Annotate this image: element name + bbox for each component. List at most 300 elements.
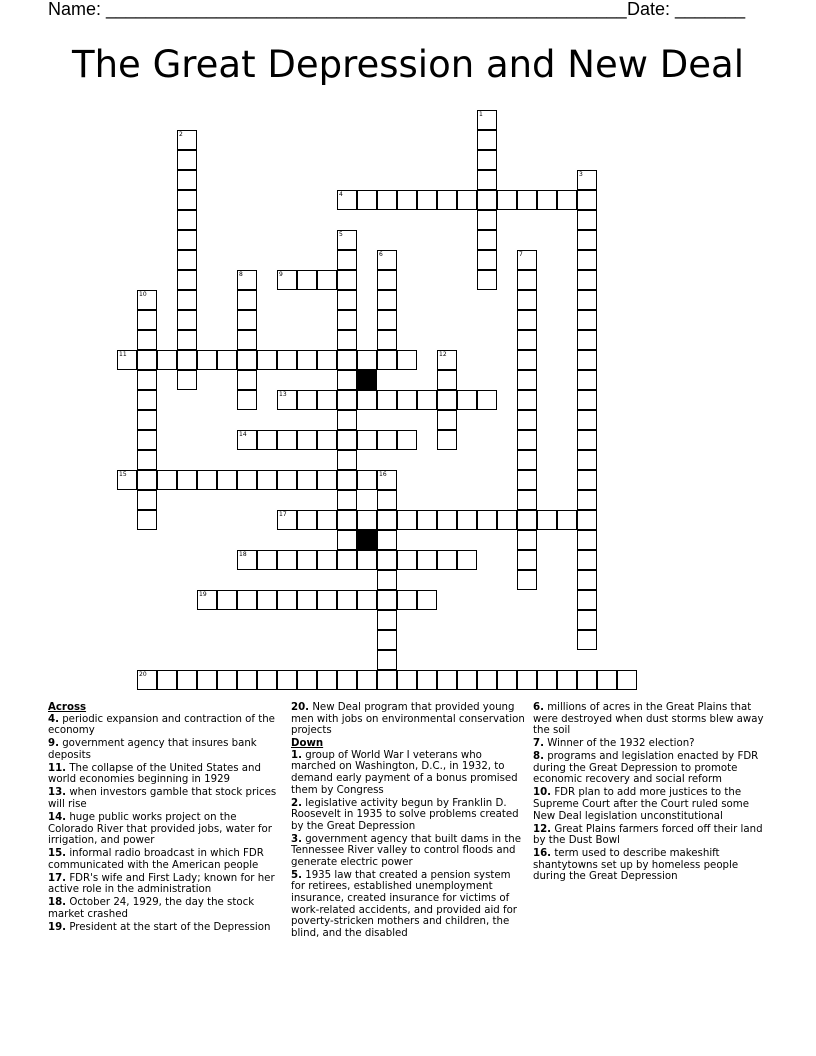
grid-cell[interactable] — [137, 410, 157, 430]
grid-cell[interactable] — [577, 370, 597, 390]
grid-cell[interactable] — [577, 490, 597, 510]
grid-cell[interactable] — [517, 390, 537, 410]
clue-text: periodic expansion and contraction of the economy — [48, 713, 275, 737]
grid-cell[interactable] — [277, 350, 297, 370]
grid-cell[interactable] — [197, 470, 217, 490]
grid-cell[interactable] — [437, 430, 457, 450]
grid-cell[interactable] — [257, 350, 277, 370]
grid-cell[interactable] — [577, 330, 597, 350]
grid-cell[interactable] — [397, 190, 417, 210]
clue-number: 19. — [48, 921, 67, 933]
grid-cell[interactable] — [477, 250, 497, 270]
clue-text: Winner of the 1932 election? — [547, 738, 695, 750]
grid-cell[interactable] — [517, 570, 537, 590]
grid-cell[interactable] — [237, 590, 257, 610]
grid-cell[interactable] — [497, 190, 517, 210]
grid-cell[interactable] — [577, 270, 597, 290]
grid-cell[interactable] — [577, 410, 597, 430]
grid-cell[interactable] — [377, 550, 397, 570]
down-clue-16 — [533, 848, 770, 883]
grid-cell[interactable] — [577, 310, 597, 330]
clue-text: New Deal program that provided young men with jobs on environmental conservation projects — [291, 702, 525, 737]
grid-cell[interactable] — [377, 530, 397, 550]
grid-cell[interactable] — [517, 270, 537, 290]
grid-cell[interactable] — [317, 510, 337, 530]
grid-cell[interactable] — [397, 430, 417, 450]
clue-number: 4. — [48, 713, 59, 725]
grid-cell[interactable] — [177, 230, 197, 250]
grid-cell[interactable] — [237, 670, 257, 690]
clue-text: huge public works project on the Colorado River that provided jobs, water for irrigation, and power — [48, 811, 272, 847]
grid-cell[interactable] — [337, 270, 357, 290]
grid-cell[interactable] — [377, 590, 397, 610]
grid-cell[interactable] — [337, 590, 357, 610]
grid-cell[interactable] — [417, 590, 437, 610]
down-clue-3 — [291, 834, 526, 869]
grid-cell[interactable] — [577, 470, 597, 490]
grid-cell[interactable] — [517, 550, 537, 570]
grid-cell[interactable] — [137, 510, 157, 530]
clue-number-label: 17 — [279, 511, 287, 518]
grid-cell[interactable] — [237, 290, 257, 310]
grid-cell[interactable] — [137, 430, 157, 450]
grid-cell[interactable] — [237, 350, 257, 370]
grid-cell[interactable] — [517, 410, 537, 430]
grid-cell[interactable] — [357, 590, 377, 610]
grid-cell[interactable] — [517, 250, 537, 270]
grid-cell[interactable] — [317, 270, 337, 290]
grid-cell[interactable] — [417, 510, 437, 530]
across-clue-13 — [48, 787, 280, 810]
grid-cell[interactable] — [337, 230, 357, 250]
grid-cell[interactable] — [137, 370, 157, 390]
grid-cell[interactable] — [377, 350, 397, 370]
clue-number-label: 8 — [239, 271, 243, 278]
grid-cell[interactable] — [517, 530, 537, 550]
grid-cell[interactable] — [437, 670, 457, 690]
clue-number-label: 10 — [139, 291, 147, 298]
grid-cell[interactable] — [237, 430, 257, 450]
grid-cell[interactable] — [397, 350, 417, 370]
grid-cell[interactable] — [237, 330, 257, 350]
grid-cell[interactable] — [397, 550, 417, 570]
grid-cell[interactable] — [517, 490, 537, 510]
clue-number-label: 14 — [239, 431, 247, 438]
clue-column-2 — [291, 702, 526, 941]
grid-cell[interactable] — [477, 150, 497, 170]
grid-cell[interactable] — [377, 330, 397, 350]
grid-cell[interactable] — [237, 470, 257, 490]
grid-cell[interactable] — [577, 430, 597, 450]
grid-cell[interactable] — [357, 510, 377, 530]
clue-number-label: 20 — [139, 671, 147, 678]
across-clue-9 — [48, 738, 280, 761]
grid-cell[interactable] — [577, 670, 597, 690]
grid-cell[interactable] — [337, 450, 357, 470]
clue-number-label: 12 — [439, 351, 447, 358]
grid-cell[interactable] — [477, 670, 497, 690]
grid-cell[interactable] — [417, 670, 437, 690]
grid-cell[interactable] — [317, 590, 337, 610]
grid-cell[interactable] — [457, 190, 477, 210]
grid-cell[interactable] — [537, 190, 557, 210]
grid-cell[interactable] — [377, 470, 397, 490]
clue-text: programs and legislation enacted by FDR during the Great Depression to promote economic recovery and social reform — [533, 751, 759, 786]
clue-text: legislative activity begun by Franklin D. Roosevelt in 1935 to solve problems created by the Great Depression — [291, 797, 519, 832]
grid-cell[interactable] — [357, 390, 377, 410]
grid-cell[interactable] — [337, 670, 357, 690]
clue-number: 1. — [291, 749, 302, 761]
clue-number-label: 15 — [119, 471, 127, 478]
grid-cell[interactable] — [157, 670, 177, 690]
grid-cell[interactable] — [437, 390, 457, 410]
grid-cell[interactable] — [577, 570, 597, 590]
black-square — [357, 530, 377, 550]
grid-cell[interactable] — [517, 310, 537, 330]
grid-cell[interactable] — [237, 390, 257, 410]
grid-cell[interactable] — [297, 350, 317, 370]
grid-cell[interactable] — [337, 290, 357, 310]
clue-number-label: 18 — [239, 551, 247, 558]
clue-number-label: 1 — [479, 111, 483, 118]
grid-cell[interactable] — [577, 450, 597, 470]
down-clue-2 — [291, 798, 526, 833]
black-square — [357, 370, 377, 390]
grid-cell[interactable] — [177, 210, 197, 230]
grid-cell[interactable] — [457, 670, 477, 690]
grid-cell[interactable] — [237, 310, 257, 330]
grid-cell[interactable] — [477, 230, 497, 250]
grid-cell[interactable] — [297, 430, 317, 450]
grid-cell[interactable] — [357, 670, 377, 690]
grid-cell[interactable] — [337, 190, 357, 210]
grid-cell[interactable] — [297, 470, 317, 490]
grid-cell[interactable] — [137, 350, 157, 370]
grid-cell[interactable] — [617, 670, 637, 690]
clue-text: when investors gamble that stock prices will rise — [48, 787, 277, 810]
grid-cell[interactable] — [437, 350, 457, 370]
grid-cell[interactable] — [597, 670, 617, 690]
grid-cell[interactable] — [177, 370, 197, 390]
grid-cell[interactable] — [577, 210, 597, 230]
clue-number: 11. — [48, 762, 67, 774]
grid-cell[interactable] — [477, 130, 497, 150]
grid-cell[interactable] — [297, 390, 317, 410]
grid-cell[interactable] — [317, 350, 337, 370]
grid-cell[interactable] — [337, 510, 357, 530]
grid-cell[interactable] — [377, 490, 397, 510]
grid-cell[interactable] — [477, 510, 497, 530]
clue-text: Great Plains farmers forced off their land by the Dust Bowl — [533, 823, 763, 847]
grid-cell[interactable] — [397, 510, 417, 530]
grid-cell[interactable] — [397, 670, 417, 690]
grid-cell[interactable] — [177, 130, 197, 150]
grid-cell[interactable] — [257, 670, 277, 690]
clue-number-label: 4 — [339, 191, 343, 198]
grid-cell[interactable] — [337, 310, 357, 330]
grid-cell[interactable] — [577, 170, 597, 190]
grid-cell[interactable] — [337, 530, 357, 550]
grid-cell[interactable] — [477, 190, 497, 210]
puzzle-title: The Great Depression and New Deal — [72, 43, 744, 86]
grid-cell[interactable] — [537, 670, 557, 690]
clue-number: 6. — [533, 702, 544, 713]
grid-cell[interactable] — [297, 270, 317, 290]
grid-cell[interactable] — [337, 370, 357, 390]
grid-cell[interactable] — [217, 470, 237, 490]
grid-cell[interactable] — [457, 390, 477, 410]
clue-text: The collapse of the United States and world economies beginning in 1929 — [48, 762, 261, 786]
grid-cell[interactable] — [137, 290, 157, 310]
grid-cell[interactable] — [437, 510, 457, 530]
grid-cell[interactable] — [177, 170, 197, 190]
grid-cell[interactable] — [377, 570, 397, 590]
grid-cell[interactable] — [157, 350, 177, 370]
grid-cell[interactable] — [417, 190, 437, 210]
grid-cell[interactable] — [177, 330, 197, 350]
grid-cell[interactable] — [137, 670, 157, 690]
grid-cell[interactable] — [317, 550, 337, 570]
grid-cell[interactable] — [337, 250, 357, 270]
grid-cell[interactable] — [137, 470, 157, 490]
grid-cell[interactable] — [357, 470, 377, 490]
clue-number: 5. — [291, 869, 302, 881]
grid-cell[interactable] — [297, 670, 317, 690]
clue-number-label: 13 — [279, 391, 287, 398]
grid-cell[interactable] — [577, 390, 597, 410]
grid-cell[interactable] — [337, 550, 357, 570]
clue-number-label: 9 — [279, 271, 283, 278]
grid-cell[interactable] — [577, 530, 597, 550]
grid-cell[interactable] — [377, 610, 397, 630]
grid-cell[interactable] — [337, 410, 357, 430]
name-line[interactable]: Name: ____________________________________________________ — [48, 0, 627, 19]
grid-cell[interactable] — [517, 670, 537, 690]
grid-cell[interactable] — [117, 470, 137, 490]
grid-cell[interactable] — [477, 110, 497, 130]
clue-text: millions of acres in the Great Plains that were destroyed when dust storms blew away the soil — [533, 702, 764, 737]
clue-number: 7. — [533, 738, 544, 750]
clue-number: 13. — [48, 787, 67, 799]
grid-cell[interactable] — [257, 470, 277, 490]
grid-cell[interactable] — [357, 190, 377, 210]
grid-cell[interactable] — [517, 510, 537, 530]
grid-cell[interactable] — [197, 590, 217, 610]
clue-text: President at the start of the Depression — [69, 921, 271, 933]
grid-cell[interactable] — [417, 390, 437, 410]
grid-cell[interactable] — [337, 470, 357, 490]
grid-cell[interactable] — [217, 350, 237, 370]
grid-cell[interactable] — [577, 610, 597, 630]
grid-cell[interactable] — [377, 250, 397, 270]
grid-cell[interactable] — [517, 290, 537, 310]
clue-text: term used to describe makeshift shantytowns set up by homeless people during the Great Depression — [533, 848, 739, 883]
grid-cell[interactable] — [297, 590, 317, 610]
clue-number: 2. — [291, 797, 302, 809]
grid-cell[interactable] — [177, 270, 197, 290]
grid-cell[interactable] — [337, 350, 357, 370]
grid-cell[interactable] — [477, 210, 497, 230]
grid-cell[interactable] — [277, 390, 297, 410]
grid-cell[interactable] — [317, 470, 337, 490]
grid-cell[interactable] — [197, 350, 217, 370]
clue-number-label: 6 — [379, 251, 383, 258]
grid-cell[interactable] — [557, 190, 577, 210]
grid-cell[interactable] — [377, 270, 397, 290]
grid-cell[interactable] — [357, 350, 377, 370]
grid-cell[interactable] — [577, 250, 597, 270]
clue-text: FDR's wife and First Lady; known for her active role in the administration — [48, 872, 275, 896]
grid-cell[interactable] — [117, 350, 137, 370]
grid-cell[interactable] — [257, 430, 277, 450]
grid-cell[interactable] — [577, 590, 597, 610]
grid-cell[interactable] — [577, 290, 597, 310]
grid-cell[interactable] — [177, 470, 197, 490]
clue-number-label: 16 — [379, 471, 387, 478]
grid-cell[interactable] — [157, 470, 177, 490]
down-clue-1 — [291, 750, 526, 796]
grid-cell[interactable] — [177, 250, 197, 270]
grid-cell[interactable] — [457, 550, 477, 570]
grid-cell[interactable] — [217, 670, 237, 690]
grid-cell[interactable] — [437, 550, 457, 570]
grid-cell[interactable] — [257, 590, 277, 610]
grid-cell[interactable] — [237, 370, 257, 390]
clue-number: 10. — [533, 787, 552, 799]
grid-cell[interactable] — [377, 430, 397, 450]
grid-cell[interactable] — [137, 450, 157, 470]
grid-cell[interactable] — [357, 550, 377, 570]
down-clue-5 — [291, 870, 526, 940]
grid-cell[interactable] — [277, 430, 297, 450]
grid-cell[interactable] — [517, 430, 537, 450]
clue-number-label: 11 — [119, 351, 127, 358]
grid-cell[interactable] — [337, 330, 357, 350]
grid-cell[interactable] — [577, 230, 597, 250]
clue-number-label: 7 — [519, 251, 523, 258]
grid-cell[interactable] — [477, 170, 497, 190]
grid-cell[interactable] — [317, 430, 337, 450]
grid-cell[interactable] — [317, 390, 337, 410]
grid-cell[interactable] — [557, 510, 577, 530]
down-heading: Down — [291, 738, 324, 750]
grid-cell[interactable] — [377, 390, 397, 410]
grid-cell[interactable] — [337, 390, 357, 410]
grid-cell[interactable] — [517, 350, 537, 370]
grid-cell[interactable] — [537, 510, 557, 530]
grid-cell[interactable] — [377, 290, 397, 310]
grid-cell[interactable] — [577, 510, 597, 530]
grid-cell[interactable] — [377, 670, 397, 690]
down-clue-10 — [533, 787, 770, 822]
grid-cell[interactable] — [137, 310, 157, 330]
down-clue-6 — [533, 702, 770, 737]
grid-cell[interactable] — [257, 550, 277, 570]
grid-cell[interactable] — [397, 390, 417, 410]
grid-cell[interactable] — [437, 190, 457, 210]
grid-cell[interactable] — [237, 270, 257, 290]
grid-cell[interactable] — [417, 550, 437, 570]
grid-cell[interactable] — [497, 670, 517, 690]
across-clue-20 — [291, 702, 526, 737]
clue-text: group of World War I veterans who marched on Washington, D.C., in 1932, to demand early payment of a bonus promised them by Congress — [291, 749, 518, 796]
grid-cell[interactable] — [277, 590, 297, 610]
clue-column-1 — [48, 702, 280, 935]
grid-cell[interactable] — [577, 190, 597, 210]
grid-cell[interactable] — [497, 510, 517, 530]
date-line[interactable]: Date: _______ — [627, 0, 746, 19]
grid-cell[interactable] — [577, 550, 597, 570]
grid-cell[interactable] — [317, 670, 337, 690]
across-clue-14 — [48, 812, 280, 847]
grid-cell[interactable] — [197, 670, 217, 690]
grid-cell[interactable] — [277, 470, 297, 490]
down-clue-12 — [533, 824, 770, 847]
grid-cell[interactable] — [297, 510, 317, 530]
across-clue-19 — [48, 922, 280, 934]
grid-cell[interactable] — [477, 270, 497, 290]
grid-cell[interactable] — [457, 510, 477, 530]
clue-number: 12. — [533, 823, 552, 835]
grid-cell[interactable] — [337, 490, 357, 510]
grid-cell[interactable] — [557, 670, 577, 690]
grid-cell[interactable] — [177, 310, 197, 330]
grid-cell[interactable] — [177, 150, 197, 170]
grid-cell[interactable] — [517, 190, 537, 210]
grid-cell[interactable] — [517, 450, 537, 470]
grid-cell[interactable] — [397, 590, 417, 610]
grid-cell[interactable] — [277, 510, 297, 530]
grid-cell[interactable] — [297, 550, 317, 570]
grid-cell[interactable] — [217, 590, 237, 610]
across-clue-15 — [48, 848, 280, 871]
grid-cell[interactable] — [377, 310, 397, 330]
grid-cell[interactable] — [337, 430, 357, 450]
grid-cell[interactable] — [177, 290, 197, 310]
grid-cell[interactable] — [177, 350, 197, 370]
clue-number: 9. — [48, 738, 59, 750]
grid-cell[interactable] — [577, 350, 597, 370]
clue-number: 14. — [48, 811, 67, 823]
grid-cell[interactable] — [277, 550, 297, 570]
grid-cell[interactable] — [377, 650, 397, 670]
grid-cell[interactable] — [517, 370, 537, 390]
grid-cell[interactable] — [137, 490, 157, 510]
grid-cell[interactable] — [437, 370, 457, 390]
clue-text: government agency that insures bank deposits — [48, 738, 257, 761]
grid-cell[interactable] — [437, 410, 457, 430]
grid-cell[interactable] — [277, 670, 297, 690]
grid-cell[interactable] — [377, 190, 397, 210]
grid-cell[interactable] — [277, 270, 297, 290]
grid-cell[interactable] — [137, 390, 157, 410]
grid-cell[interactable] — [377, 510, 397, 530]
grid-cell[interactable] — [137, 330, 157, 350]
clue-number: 18. — [48, 897, 67, 909]
grid-cell[interactable] — [517, 470, 537, 490]
clue-text: 1935 law that created a pension system for retirees, established unemployment insurance, created insurance for victims of work-related accidents, and provided aid for poverty-stricken mothers and children, the blind, and the disabled — [291, 869, 517, 939]
down-clue-7 — [533, 738, 770, 750]
grid-cell[interactable] — [517, 330, 537, 350]
grid-cell[interactable] — [237, 550, 257, 570]
grid-cell[interactable] — [477, 390, 497, 410]
grid-cell[interactable] — [357, 430, 377, 450]
grid-cell[interactable] — [377, 630, 397, 650]
grid-cell[interactable] — [177, 190, 197, 210]
grid-cell[interactable] — [577, 630, 597, 650]
clue-text: October 24, 1929, the day the stock market crashed — [48, 897, 255, 920]
grid-cell[interactable] — [177, 670, 197, 690]
